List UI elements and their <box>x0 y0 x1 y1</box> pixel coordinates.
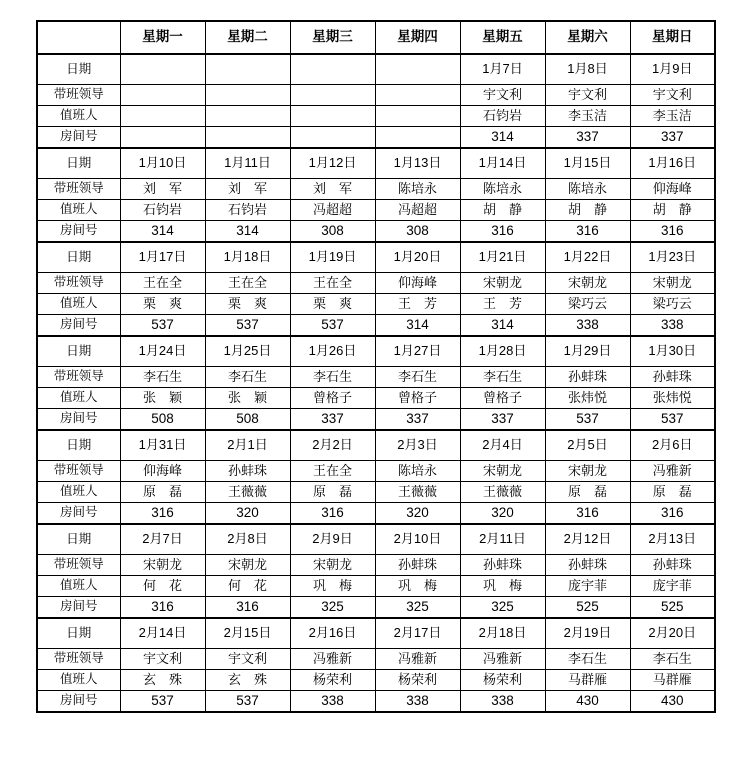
room-cell: 537 <box>545 409 630 431</box>
week-6-room-row <box>37 597 715 619</box>
date-row-label: 日期 <box>37 242 120 273</box>
week-3-room-row <box>37 315 715 337</box>
leader-cell: 孙蚌珠 <box>375 555 460 576</box>
person-cell: 王 芳 <box>460 294 545 315</box>
room-cell: 314 <box>120 221 205 243</box>
week-1-room-row <box>37 127 715 149</box>
week-2-date-row <box>37 148 715 179</box>
room-cell: 320 <box>375 503 460 525</box>
person-cell: 胡 静 <box>545 200 630 221</box>
leader-row-label: 带班领导 <box>37 555 120 576</box>
date-row-label: 日期 <box>37 524 120 555</box>
person-cell: 张 颖 <box>120 388 205 409</box>
room-row-label: 房间号 <box>37 503 120 525</box>
date-cell: 2月14日 <box>120 618 205 649</box>
date-row-label: 日期 <box>37 618 120 649</box>
date-cell: 2月20日 <box>630 618 715 649</box>
person-cell: 原 磊 <box>120 482 205 503</box>
person-cell <box>205 106 290 127</box>
leader-row-label: 带班领导 <box>37 461 120 482</box>
person-row-label: 值班人 <box>37 576 120 597</box>
leader-cell: 宇文利 <box>205 649 290 670</box>
room-row-label: 房间号 <box>37 691 120 713</box>
person-cell: 王薇薇 <box>460 482 545 503</box>
leader-cell: 宇文利 <box>545 85 630 106</box>
week-7-leader-row <box>37 649 715 670</box>
leader-cell <box>290 85 375 106</box>
date-cell: 1月12日 <box>290 148 375 179</box>
room-cell: 325 <box>290 597 375 619</box>
person-row-label: 值班人 <box>37 294 120 315</box>
room-cell: 537 <box>205 315 290 337</box>
person-cell: 张炜悦 <box>545 388 630 409</box>
person-cell: 栗 爽 <box>290 294 375 315</box>
leader-cell: 仰海峰 <box>375 273 460 294</box>
room-cell: 508 <box>205 409 290 431</box>
room-cell: 320 <box>205 503 290 525</box>
person-cell: 张 颖 <box>205 388 290 409</box>
person-cell: 胡 静 <box>460 200 545 221</box>
leader-cell: 冯雅新 <box>290 649 375 670</box>
room-row-label: 房间号 <box>37 221 120 243</box>
person-cell: 杨荣利 <box>290 670 375 691</box>
week-2-leader-row <box>37 179 715 200</box>
week-6-person-row <box>37 576 715 597</box>
leader-cell: 李石生 <box>120 367 205 388</box>
leader-cell: 孙蚌珠 <box>630 555 715 576</box>
room-cell: 338 <box>545 315 630 337</box>
room-cell: 537 <box>120 315 205 337</box>
date-cell: 2月19日 <box>545 618 630 649</box>
leader-cell: 宇文利 <box>120 649 205 670</box>
leader-cell: 陈培永 <box>545 179 630 200</box>
date-cell: 1月30日 <box>630 336 715 367</box>
weekday-header-saturday: 星期六 <box>545 21 630 54</box>
room-cell: 314 <box>460 127 545 149</box>
leader-cell: 冯雅新 <box>375 649 460 670</box>
date-row-label: 日期 <box>37 148 120 179</box>
person-cell: 马群雁 <box>630 670 715 691</box>
leader-cell: 王在全 <box>205 273 290 294</box>
date-cell: 1月14日 <box>460 148 545 179</box>
person-cell: 庞宇菲 <box>630 576 715 597</box>
date-cell: 1月28日 <box>460 336 545 367</box>
person-cell: 杨荣利 <box>375 670 460 691</box>
leader-cell: 王在全 <box>120 273 205 294</box>
room-cell: 337 <box>630 127 715 149</box>
leader-cell: 李石生 <box>545 649 630 670</box>
date-cell: 2月5日 <box>545 430 630 461</box>
person-row-label: 值班人 <box>37 670 120 691</box>
date-cell <box>290 54 375 85</box>
leader-cell: 宋朝龙 <box>120 555 205 576</box>
person-cell: 栗 爽 <box>120 294 205 315</box>
person-cell: 冯超超 <box>290 200 375 221</box>
date-cell: 2月11日 <box>460 524 545 555</box>
leader-cell: 宇文利 <box>460 85 545 106</box>
room-cell: 338 <box>460 691 545 713</box>
date-cell <box>205 54 290 85</box>
room-cell: 316 <box>290 503 375 525</box>
leader-cell <box>205 85 290 106</box>
week-4-person-row <box>37 388 715 409</box>
leader-row-label: 带班领导 <box>37 273 120 294</box>
week-6-date-row <box>37 524 715 555</box>
room-cell: 320 <box>460 503 545 525</box>
schedule-body <box>37 54 715 712</box>
room-cell: 338 <box>375 691 460 713</box>
date-cell: 1月16日 <box>630 148 715 179</box>
person-cell: 玄 殊 <box>120 670 205 691</box>
weekday-header-row <box>37 21 715 54</box>
date-cell: 1月11日 <box>205 148 290 179</box>
person-cell: 石钧岩 <box>205 200 290 221</box>
week-5-room-row <box>37 503 715 525</box>
person-cell: 马群雁 <box>545 670 630 691</box>
leader-cell: 宋朝龙 <box>290 555 375 576</box>
week-6-leader-row <box>37 555 715 576</box>
person-cell: 李玉洁 <box>630 106 715 127</box>
leader-cell: 李石生 <box>205 367 290 388</box>
date-cell: 1月15日 <box>545 148 630 179</box>
person-cell: 何 花 <box>120 576 205 597</box>
person-cell: 巩 梅 <box>375 576 460 597</box>
week-1-date-row <box>37 54 715 85</box>
date-cell: 1月10日 <box>120 148 205 179</box>
date-cell: 1月24日 <box>120 336 205 367</box>
leader-cell: 孙蚌珠 <box>545 367 630 388</box>
date-cell: 2月6日 <box>630 430 715 461</box>
date-cell: 1月29日 <box>545 336 630 367</box>
date-cell: 2月8日 <box>205 524 290 555</box>
date-cell: 1月7日 <box>460 54 545 85</box>
week-7-room-row <box>37 691 715 713</box>
room-cell: 316 <box>120 503 205 525</box>
person-row-label: 值班人 <box>37 106 120 127</box>
person-cell: 何 花 <box>205 576 290 597</box>
person-row-label: 值班人 <box>37 388 120 409</box>
date-cell: 2月4日 <box>460 430 545 461</box>
leader-cell: 王在全 <box>290 273 375 294</box>
date-cell: 2月17日 <box>375 618 460 649</box>
person-cell <box>120 106 205 127</box>
room-cell: 337 <box>460 409 545 431</box>
date-cell: 1月26日 <box>290 336 375 367</box>
room-cell: 430 <box>630 691 715 713</box>
room-cell: 537 <box>290 315 375 337</box>
date-cell <box>120 54 205 85</box>
person-cell: 石钧岩 <box>120 200 205 221</box>
person-cell: 庞宇菲 <box>545 576 630 597</box>
person-cell: 原 磊 <box>630 482 715 503</box>
week-7-person-row <box>37 670 715 691</box>
week-2-person-row <box>37 200 715 221</box>
leader-cell <box>375 85 460 106</box>
date-cell: 1月31日 <box>120 430 205 461</box>
leader-cell: 孙蚌珠 <box>545 555 630 576</box>
leader-row-label: 带班领导 <box>37 179 120 200</box>
date-cell: 1月17日 <box>120 242 205 273</box>
person-cell: 玄 殊 <box>205 670 290 691</box>
week-5-leader-row <box>37 461 715 482</box>
person-cell: 王薇薇 <box>205 482 290 503</box>
leader-cell: 冯雅新 <box>630 461 715 482</box>
leader-row-label: 带班领导 <box>37 649 120 670</box>
date-cell: 2月2日 <box>290 430 375 461</box>
leader-cell: 孙蚌珠 <box>205 461 290 482</box>
room-cell <box>120 127 205 149</box>
room-cell: 338 <box>290 691 375 713</box>
leader-row-label: 带班领导 <box>37 367 120 388</box>
room-cell <box>205 127 290 149</box>
room-cell: 430 <box>545 691 630 713</box>
leader-row-label: 带班领导 <box>37 85 120 106</box>
week-1-person-row <box>37 106 715 127</box>
room-cell: 337 <box>375 409 460 431</box>
date-cell: 1月8日 <box>545 54 630 85</box>
week-7-date-row <box>37 618 715 649</box>
date-cell: 2月9日 <box>290 524 375 555</box>
leader-cell: 李石生 <box>630 649 715 670</box>
date-cell: 2月13日 <box>630 524 715 555</box>
room-cell: 525 <box>545 597 630 619</box>
room-cell: 314 <box>205 221 290 243</box>
person-cell: 巩 梅 <box>460 576 545 597</box>
room-row-label: 房间号 <box>37 315 120 337</box>
room-cell: 337 <box>545 127 630 149</box>
person-cell <box>375 106 460 127</box>
person-cell: 李玉洁 <box>545 106 630 127</box>
weekday-header-friday: 星期五 <box>460 21 545 54</box>
room-cell: 338 <box>630 315 715 337</box>
date-cell: 2月18日 <box>460 618 545 649</box>
leader-cell: 李石生 <box>375 367 460 388</box>
person-cell: 王 芳 <box>375 294 460 315</box>
weekday-header-thursday: 星期四 <box>375 21 460 54</box>
leader-cell: 刘 军 <box>120 179 205 200</box>
room-cell: 316 <box>205 597 290 619</box>
room-cell: 316 <box>630 503 715 525</box>
room-cell: 316 <box>630 221 715 243</box>
leader-cell: 冯雅新 <box>460 649 545 670</box>
room-cell <box>375 127 460 149</box>
leader-cell: 孙蚌珠 <box>630 367 715 388</box>
room-cell: 316 <box>545 221 630 243</box>
person-row-label: 值班人 <box>37 482 120 503</box>
room-row-label: 房间号 <box>37 597 120 619</box>
date-cell: 2月16日 <box>290 618 375 649</box>
weekday-header-monday: 星期一 <box>120 21 205 54</box>
leader-cell: 李石生 <box>460 367 545 388</box>
person-cell: 梁巧云 <box>545 294 630 315</box>
room-cell: 325 <box>460 597 545 619</box>
date-row-label: 日期 <box>37 430 120 461</box>
date-cell: 1月22日 <box>545 242 630 273</box>
weekday-header-sunday: 星期日 <box>630 21 715 54</box>
date-cell: 1月27日 <box>375 336 460 367</box>
room-row-label: 房间号 <box>37 127 120 149</box>
week-3-person-row <box>37 294 715 315</box>
week-5-person-row <box>37 482 715 503</box>
leader-cell: 陈培永 <box>375 461 460 482</box>
leader-cell: 刘 军 <box>205 179 290 200</box>
person-cell: 栗 爽 <box>205 294 290 315</box>
leader-cell: 仰海峰 <box>630 179 715 200</box>
room-cell: 314 <box>375 315 460 337</box>
person-cell: 石钧岩 <box>460 106 545 127</box>
leader-cell: 王在全 <box>290 461 375 482</box>
week-4-leader-row <box>37 367 715 388</box>
week-4-date-row <box>37 336 715 367</box>
person-cell: 张炜悦 <box>630 388 715 409</box>
date-cell: 1月23日 <box>630 242 715 273</box>
room-cell: 508 <box>120 409 205 431</box>
leader-cell: 宇文利 <box>630 85 715 106</box>
date-cell: 2月1日 <box>205 430 290 461</box>
room-cell: 308 <box>290 221 375 243</box>
leader-cell: 李石生 <box>290 367 375 388</box>
date-cell: 2月7日 <box>120 524 205 555</box>
week-3-leader-row <box>37 273 715 294</box>
date-cell: 1月21日 <box>460 242 545 273</box>
week-2-room-row <box>37 221 715 243</box>
date-cell: 2月12日 <box>545 524 630 555</box>
room-cell: 316 <box>460 221 545 243</box>
week-4-room-row <box>37 409 715 431</box>
person-cell: 冯超超 <box>375 200 460 221</box>
leader-cell: 宋朝龙 <box>545 461 630 482</box>
date-cell: 1月19日 <box>290 242 375 273</box>
date-cell: 1月20日 <box>375 242 460 273</box>
leader-cell <box>120 85 205 106</box>
leader-cell: 陈培永 <box>460 179 545 200</box>
room-cell: 316 <box>545 503 630 525</box>
weekday-header-tuesday: 星期二 <box>205 21 290 54</box>
leader-cell: 宋朝龙 <box>545 273 630 294</box>
room-cell: 325 <box>375 597 460 619</box>
leader-cell: 仰海峰 <box>120 461 205 482</box>
person-cell: 曾格子 <box>460 388 545 409</box>
room-cell <box>290 127 375 149</box>
person-cell: 王薇薇 <box>375 482 460 503</box>
leader-cell: 宋朝龙 <box>205 555 290 576</box>
week-1-leader-row <box>37 85 715 106</box>
date-cell: 1月13日 <box>375 148 460 179</box>
corner-cell <box>37 21 120 54</box>
room-row-label: 房间号 <box>37 409 120 431</box>
person-cell: 曾格子 <box>290 388 375 409</box>
person-cell: 杨荣利 <box>460 670 545 691</box>
person-cell: 巩 梅 <box>290 576 375 597</box>
week-3-date-row <box>37 242 715 273</box>
date-cell: 2月3日 <box>375 430 460 461</box>
duty-schedule-table <box>36 20 716 713</box>
room-cell: 537 <box>205 691 290 713</box>
room-cell: 308 <box>375 221 460 243</box>
person-cell: 原 磊 <box>290 482 375 503</box>
room-cell: 316 <box>120 597 205 619</box>
room-cell: 537 <box>630 409 715 431</box>
date-cell: 2月15日 <box>205 618 290 649</box>
week-5-date-row <box>37 430 715 461</box>
leader-cell: 宋朝龙 <box>460 461 545 482</box>
person-cell <box>290 106 375 127</box>
date-cell: 2月10日 <box>375 524 460 555</box>
weekday-header-wednesday: 星期三 <box>290 21 375 54</box>
leader-cell: 宋朝龙 <box>630 273 715 294</box>
room-cell: 537 <box>120 691 205 713</box>
leader-cell: 孙蚌珠 <box>460 555 545 576</box>
person-row-label: 值班人 <box>37 200 120 221</box>
person-cell: 胡 静 <box>630 200 715 221</box>
date-cell: 1月25日 <box>205 336 290 367</box>
person-cell: 梁巧云 <box>630 294 715 315</box>
date-row-label: 日期 <box>37 336 120 367</box>
date-cell: 1月18日 <box>205 242 290 273</box>
room-cell: 314 <box>460 315 545 337</box>
room-cell: 337 <box>290 409 375 431</box>
leader-cell: 刘 军 <box>290 179 375 200</box>
date-cell: 1月9日 <box>630 54 715 85</box>
date-row-label: 日期 <box>37 54 120 85</box>
leader-cell: 宋朝龙 <box>460 273 545 294</box>
person-cell: 曾格子 <box>375 388 460 409</box>
person-cell: 原 磊 <box>545 482 630 503</box>
date-cell <box>375 54 460 85</box>
room-cell: 525 <box>630 597 715 619</box>
leader-cell: 陈培永 <box>375 179 460 200</box>
